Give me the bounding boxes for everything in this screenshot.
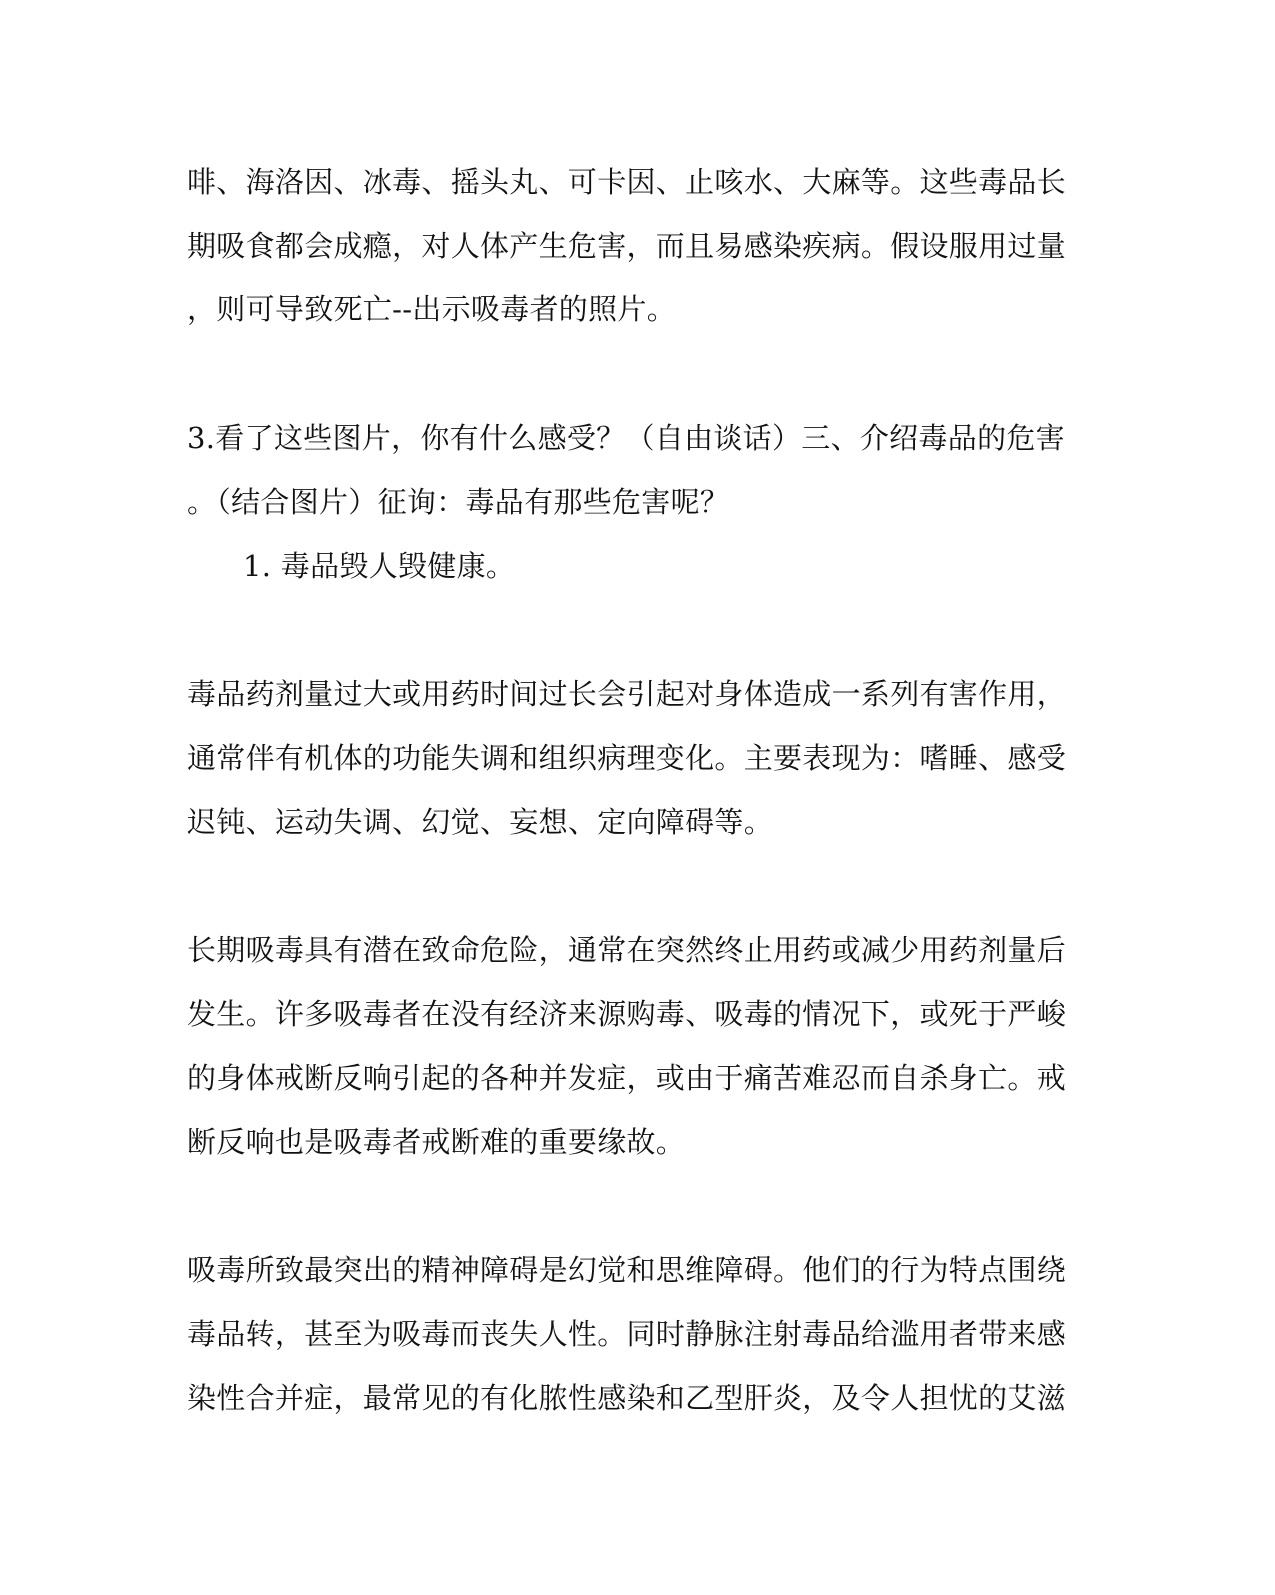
paragraph-line: 。（结合图片）征询：毒品有那些危害呢？ — [187, 485, 730, 519]
paragraph-line: 染性合并症，最常见的有化脓性感染和乙型肝炎，及令人担忧的艾滋 — [187, 1381, 1067, 1415]
paragraph-line: 长期吸毒具有潜在致命危险，通常在突然终止用药或减少用药剂量后 — [187, 933, 1067, 967]
paragraph-line: 毒品转，甚至为吸毒而丧失人性。同时静脉注射毒品给滥用者带来感 — [187, 1317, 1067, 1351]
paragraph-line: 的身体戒断反响引起的各种并发症，或由于痛苦难忍而自杀身亡。戒 — [187, 1061, 1067, 1095]
paragraph-line: 3.看了这些图片，你有什么感受？（自由谈话）三、介绍毒品的危害 — [187, 421, 1065, 455]
paragraph-line: 吸毒所致最突出的精神障碍是幻觉和思维障碍。他们的行为特点围绕 — [187, 1253, 1067, 1287]
paragraph-line: 期吸食都会成瘾，对人体产生危害，而且易感染疾病。假设服用过量 — [187, 229, 1067, 263]
paragraph-line: 迟钝、运动失调、幻觉、妄想、定向障碍等。 — [187, 805, 774, 839]
paragraph-line: 毒品药剂量过大或用药时间过长会引起对身体造成一系列有害作用， — [187, 677, 1067, 711]
paragraph-line: 啡、海洛因、冰毒、摇头丸、可卡因、止咳水、大麻等。这些毒品长 — [187, 165, 1067, 199]
paragraph-line: 通常伴有机体的功能失调和组织病理变化。主要表现为：嗜睡、感受 — [187, 741, 1067, 775]
list-item: 1. 毒品毁人毁健康。 — [243, 549, 516, 583]
paragraph-line: 断反响也是吸毒者戒断难的重要缘故。 — [187, 1125, 686, 1159]
paragraph-line: ，则可导致死亡--出示吸毒者的照片。 — [187, 292, 676, 326]
paragraph-line: 发生。许多吸毒者在没有经济来源购毒、吸毒的情况下，或死于严峻 — [187, 997, 1067, 1031]
